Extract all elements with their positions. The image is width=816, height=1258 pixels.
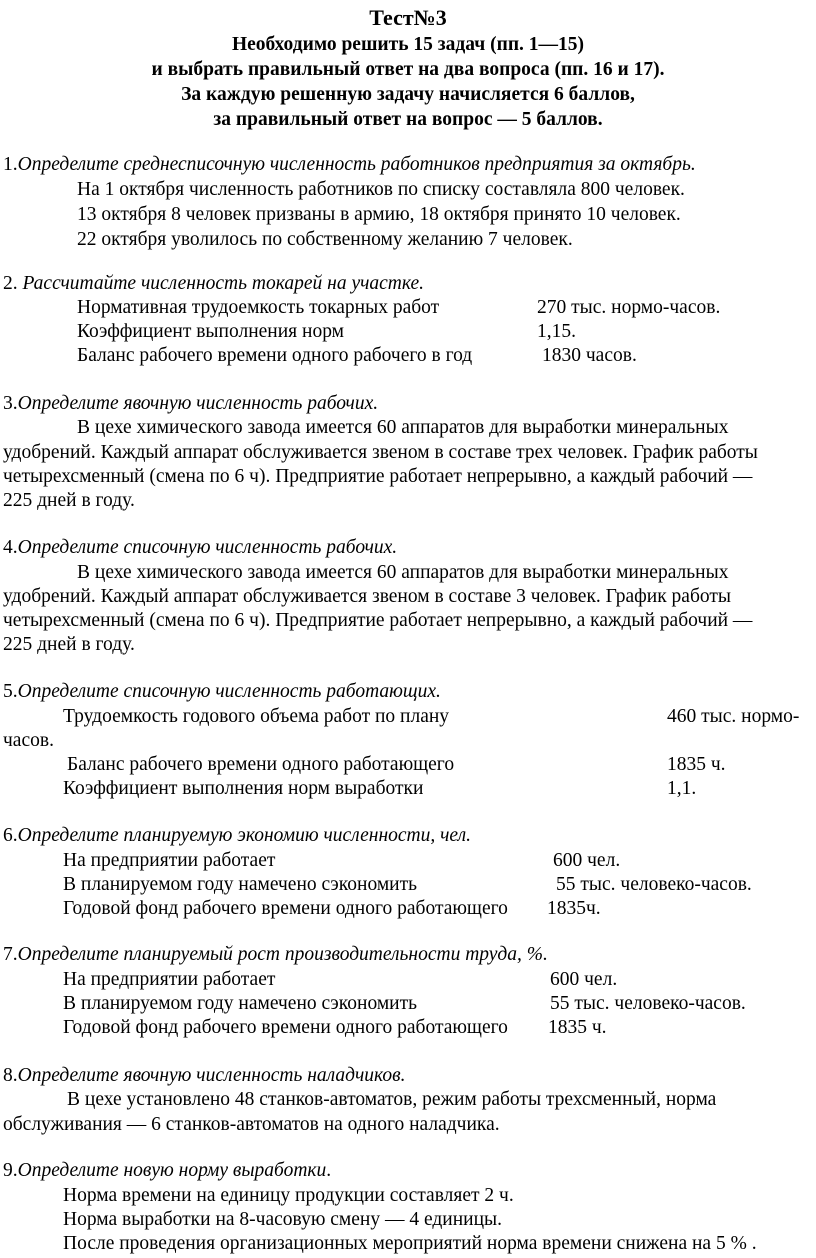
task-number: 8. <box>3 1065 18 1086</box>
task-8-text-line: В цехе установлено 48 станков-автоматов, режим работы трехсменный, норма <box>67 1089 717 1110</box>
task-2-row-value: 1830 часов. <box>542 345 637 366</box>
task-4-text-line: четырехсменный (смена по 6 ч). Предприятие работает непрерывно, а каждый рабочий — <box>3 610 753 631</box>
task-6-row-value: 1835ч. <box>547 898 601 919</box>
task-5-row-value: 1,1. <box>667 778 697 799</box>
task-6-row-label: На предприятии работает <box>63 850 276 871</box>
task-6-row-value: 600 чел. <box>553 850 621 871</box>
task-3-text-line: удобрений. Каждый аппарат обслуживается звеном в составе трех человек. График работы <box>3 442 758 463</box>
task-2-row-label: Нормативная трудоемкость токарных работ <box>77 297 440 318</box>
task-question: Определите списочную численность рабочих. <box>17 537 398 558</box>
task-5-row-label: Трудоемкость годового объема работ по плану <box>63 706 450 727</box>
task-4-text-line: удобрений. Каждый аппарат обслуживается звеном в составе 3 человек. График работы <box>3 586 731 607</box>
task-question: Определите списочную численность работающих. <box>17 681 441 702</box>
task-4-text-line: В цехе химического завода имеется 60 аппаратов для выработки минеральных <box>77 562 729 583</box>
task-question-period: . <box>326 1160 332 1181</box>
task-7-row-value: 600 чел. <box>550 969 618 990</box>
task-6-heading <box>3 826 471 846</box>
task-7-row-value: 1835 ч. <box>548 1017 607 1038</box>
task-1-text-line: 22 октября уволилось по собственному желанию 7 человек. <box>77 229 573 250</box>
task-number: 5. <box>3 681 18 702</box>
task-2-heading <box>3 274 424 294</box>
task-number: 4. <box>3 537 18 558</box>
task-question: Определите новую норму выработки <box>17 1160 327 1181</box>
task-9-heading <box>3 1161 331 1181</box>
task-1-heading <box>3 155 696 175</box>
task-4-heading <box>3 538 397 558</box>
task-3-text-line: В цехе химического завода имеется 60 аппаратов для выработки минеральных <box>77 417 729 438</box>
task-3-text-line: четырехсменный (смена по 6 ч). Предприятие работает непрерывно, а каждый рабочий — <box>3 466 753 487</box>
task-5-row-label: часов. <box>3 730 54 751</box>
task-1-text-line: 13 октября 8 человек призваны в армию, 18 октября принято 10 человек. <box>77 204 681 225</box>
task-5-row-value: 460 тыс. нормо- <box>667 706 800 727</box>
task-5-row-label: Коэффициент выполнения норм выработки <box>63 778 424 799</box>
page-title: Тест№3 <box>369 5 447 30</box>
task-2-row-label: Коэффициент выполнения норм <box>77 321 344 342</box>
task-7-row-label: Годовой фонд рабочего времени одного работающего <box>63 1017 508 1038</box>
task-9-text-line: Норма выработки на 8-часовую смену — 4 единицы. <box>63 1209 503 1230</box>
task-question: Определите планируемый рост производительности труда, %. <box>17 944 548 965</box>
task-8-heading <box>3 1066 406 1086</box>
task-6-row-value: 55 тыс. человеко-часов. <box>556 874 752 895</box>
task-question: Определите среднесписочную численность работников предприятия за октябрь. <box>17 154 696 175</box>
task-5-row-label: Баланс рабочего времени одного работающего <box>67 754 455 775</box>
task-number: 3. <box>3 393 18 414</box>
task-number: 6. <box>3 825 18 846</box>
task-number: 7. <box>3 944 18 965</box>
task-7-row-value: 55 тыс. человеко-часов. <box>550 993 746 1014</box>
task-8-text-line: обслуживания — 6 станков-автоматов на одного наладчика. <box>3 1114 500 1135</box>
task-7-heading <box>3 945 548 965</box>
task-7-row-label: В планируемом году намечено сэкономить <box>63 993 418 1014</box>
instruction-line-2: и выбрать правильный ответ на два вопроса (пп. 16 и 17). <box>151 59 665 80</box>
task-question: Определите явочную численность наладчиков. <box>17 1065 406 1086</box>
task-4-text-line: 225 дней в году. <box>3 634 135 655</box>
instruction-line-3: За каждую решенную задачу начисляется 6 баллов, <box>181 84 635 105</box>
task-7-row-label: На предприятии работает <box>63 969 276 990</box>
task-6-row-label: В планируемом году намечено сэкономить <box>63 874 418 895</box>
task-number: 2. <box>3 273 23 294</box>
instruction-line-4: за правильный ответ на вопрос — 5 баллов. <box>213 109 603 130</box>
task-2-row-value: 1,15. <box>537 321 576 342</box>
task-3-heading <box>3 394 378 414</box>
task-9-text-line: После проведения организационных мероприятий норма времени снижена на 5 % . <box>63 1233 757 1254</box>
task-5-row-value: 1835 ч. <box>667 754 726 775</box>
task-number: 9. <box>3 1160 18 1181</box>
task-2-row-label: Баланс рабочего времени одного рабочего в год <box>77 345 473 366</box>
task-question: Определите явочную численность рабочих. <box>17 393 379 414</box>
task-number: 1. <box>3 154 18 175</box>
task-question: Определите планируемую экономию численности, чел. <box>17 825 471 846</box>
task-1-text-line: На 1 октября численность работников по списку составляла 800 человек. <box>77 179 685 200</box>
task-3-text-line: 225 дней в году. <box>3 490 135 511</box>
task-question: Рассчитайте численность токарей на участке. <box>22 273 425 294</box>
instruction-line-1: Необходимо решить 15 задач (пп. 1—15) <box>231 34 585 55</box>
task-2-row-value: 270 тыс. нормо-часов. <box>537 297 721 318</box>
task-9-text-line: Норма времени на единицу продукции составляет 2 ч. <box>63 1185 514 1206</box>
task-6-row-label: Годовой фонд рабочего времени одного работающего <box>63 898 508 919</box>
task-5-heading <box>3 682 441 702</box>
